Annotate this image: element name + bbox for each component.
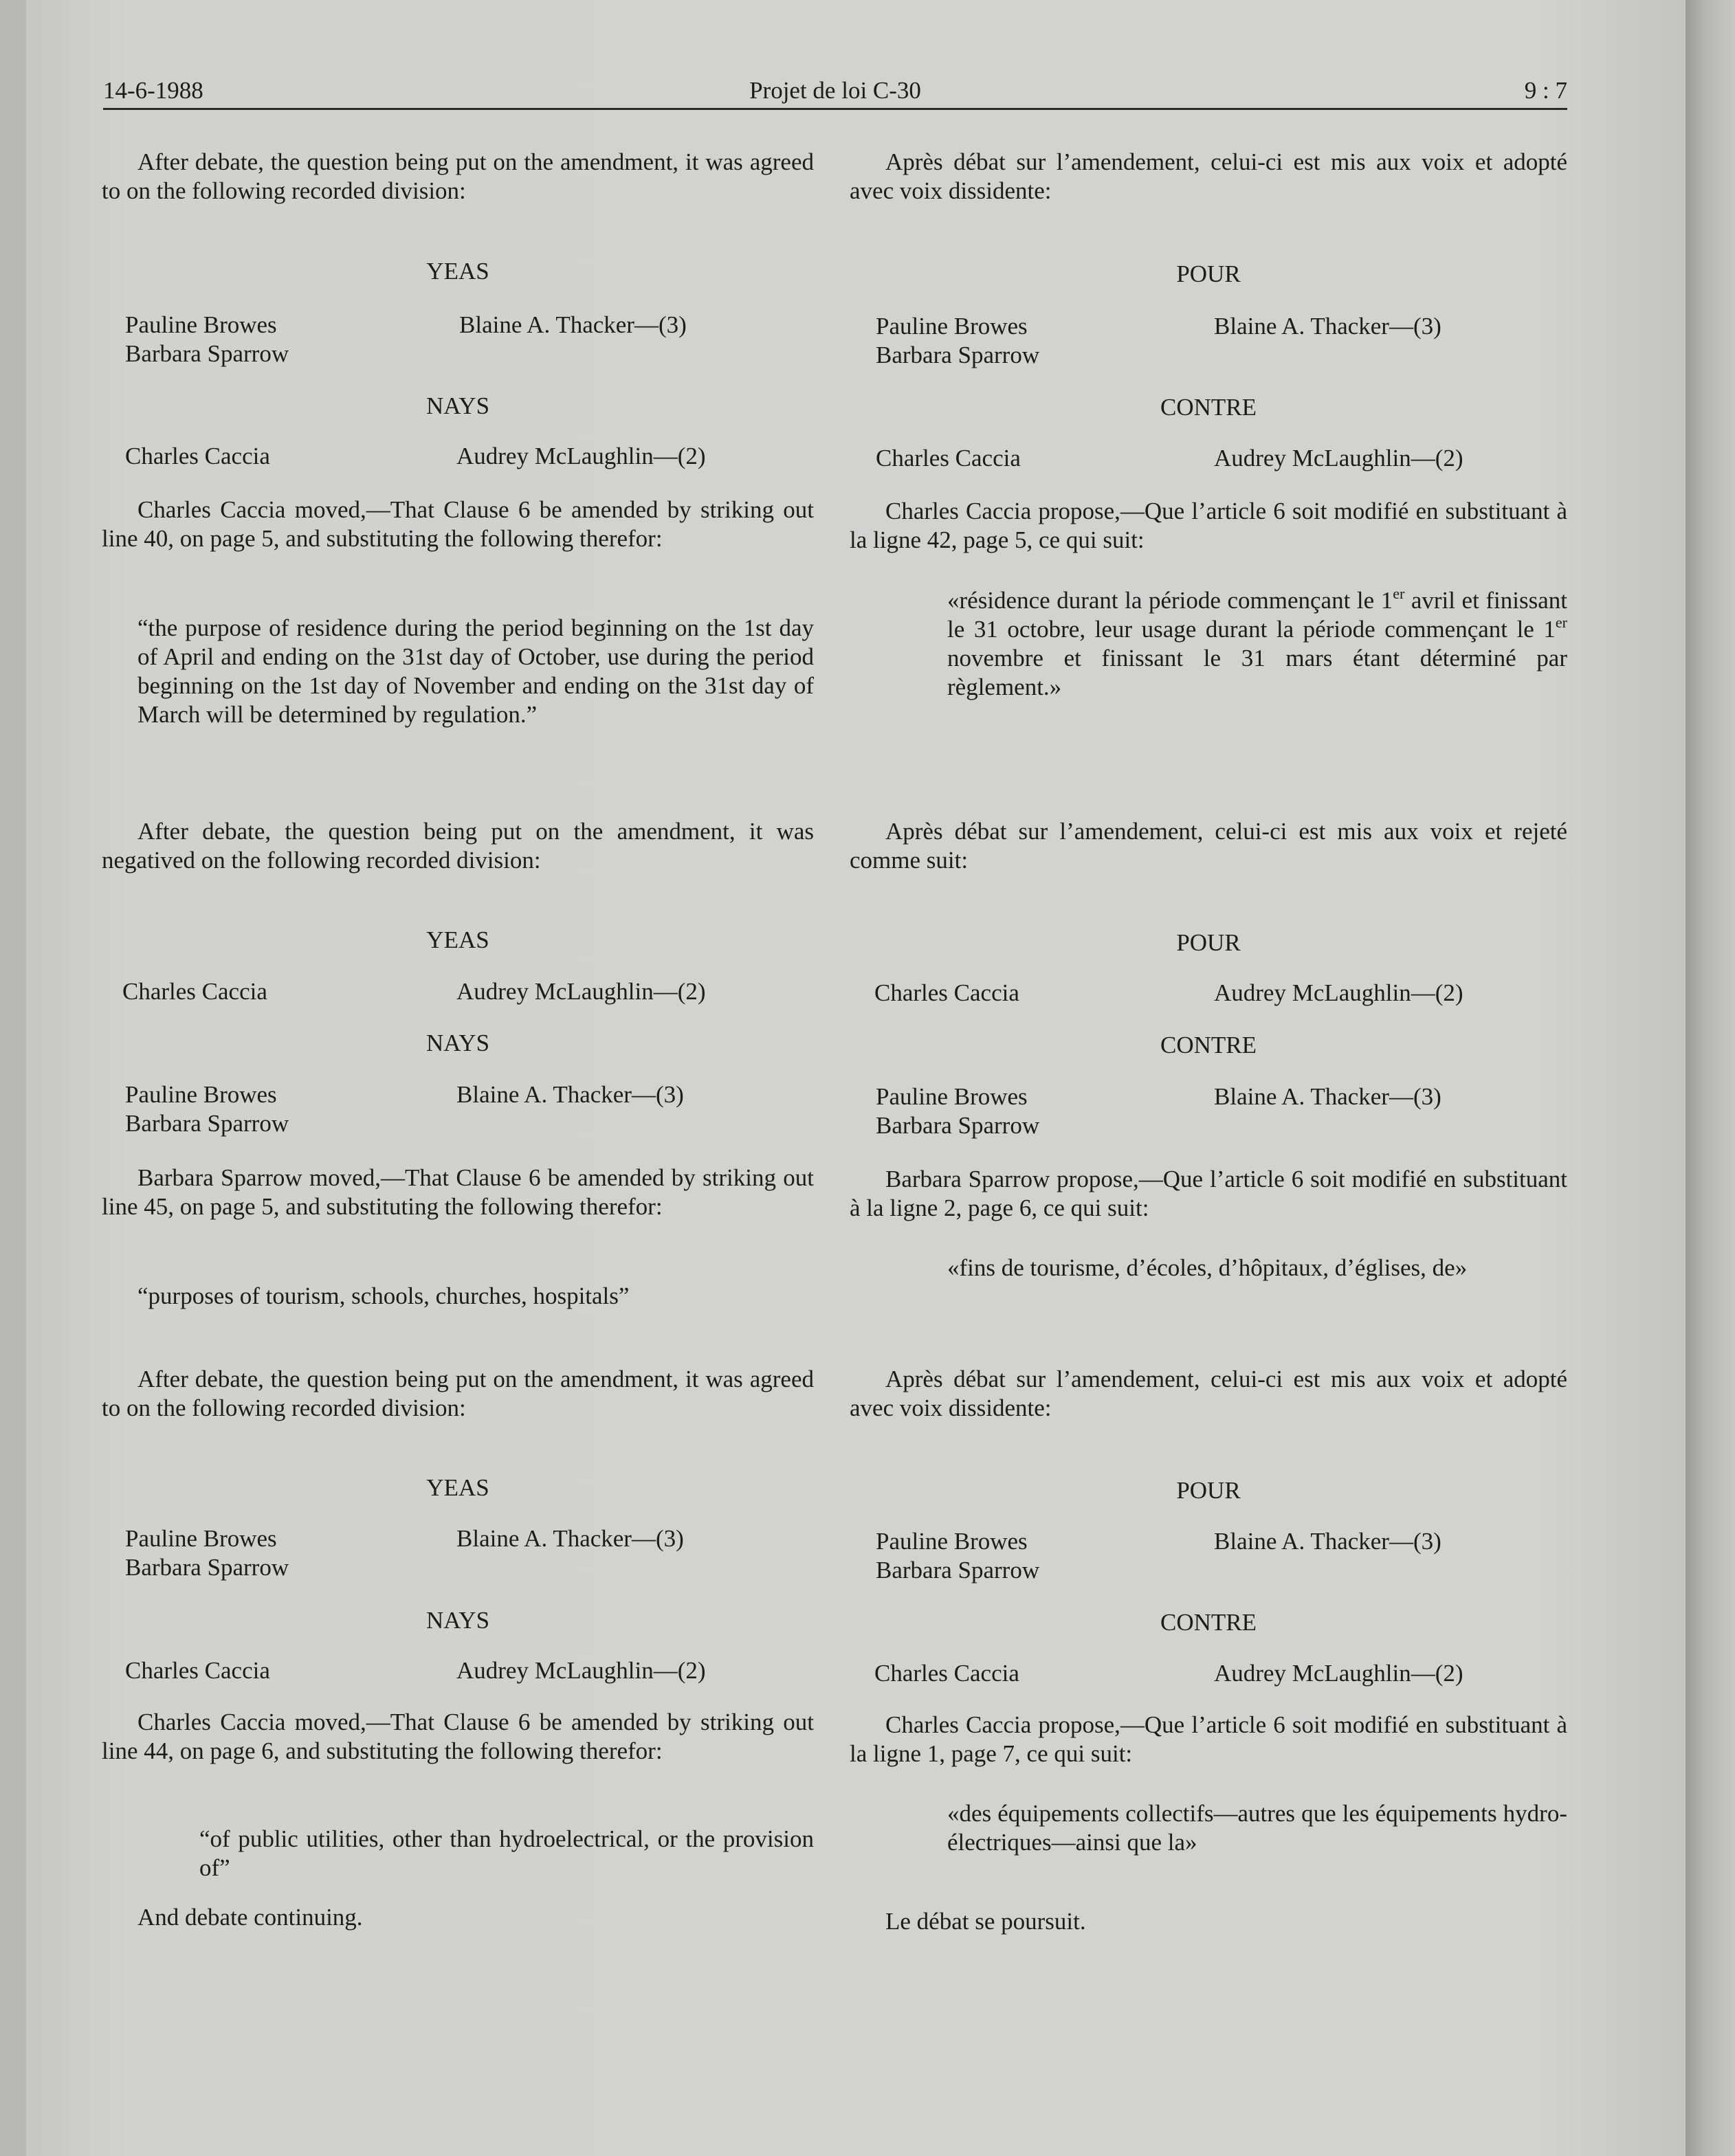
voter-name: Barbara Sparrow xyxy=(876,1112,1040,1139)
voter-name: Charles Caccia xyxy=(876,445,1021,471)
voter-name: Barbara Sparrow xyxy=(125,1554,289,1581)
en-nays-list-3 xyxy=(102,1656,814,1685)
fr-pour-list-3 xyxy=(850,1527,1567,1585)
en-motion-3: Barbara Sparrow moved,—That Clause 6 be amended by striking out line 45, on page 5, and substituting the following therefor: xyxy=(102,1164,814,1220)
fr-pour-list-1 xyxy=(850,312,1567,370)
fr-contre-heading-1: CONTRE xyxy=(1160,394,1257,421)
voter-name: Barbara Sparrow xyxy=(125,1110,289,1137)
fr-pour-heading-1: POUR xyxy=(1176,260,1241,287)
voter-name: Barbara Sparrow xyxy=(125,340,289,367)
en-quote-2: “the purpose of residence during the period beginning on the 1st day of April and ending on the 31st day of October, use during the period beginning on the 1st day of November and ending on the 31st day of March will be determined by regulation.” xyxy=(137,614,814,728)
fr-pour-heading-3: POUR xyxy=(1176,1477,1241,1504)
voter-name: Pauline Browes xyxy=(876,1528,1028,1555)
header-date: 14-6-1988 xyxy=(103,77,203,104)
voter-name: Audrey McLaughlin—(2) xyxy=(456,978,706,1005)
fr-contre-list-3 xyxy=(850,1659,1567,1688)
voter-name: Blaine A. Thacker—(3) xyxy=(456,1081,684,1108)
voter-name: Barbara Sparrow xyxy=(876,342,1040,368)
fr-quote-4: «des équipements collectifs—autres que les équipements hydro-électriques—ainsi que la» xyxy=(947,1800,1567,1856)
voter-name: Charles Caccia xyxy=(122,978,267,1005)
en-debate-3: After debate, the question being put on the amendment, it was agreed to on the following recorded division: xyxy=(102,1366,814,1421)
fr-motion-2: Charles Caccia propose,—Que l’article 6 soit modifié en substituant à la ligne 42, page 5, ce qui suit: xyxy=(850,498,1567,553)
en-motion-4: Charles Caccia moved,—That Clause 6 be amended by striking out line 44, on page 6, and substituting the following therefor: xyxy=(102,1709,814,1764)
en-closing-line: And debate continuing. xyxy=(137,1904,363,1931)
voter-name: Pauline Browes xyxy=(125,311,277,338)
header-rule xyxy=(103,108,1567,110)
voter-name: Barbara Sparrow xyxy=(876,1557,1040,1583)
fr-contre-heading-3: CONTRE xyxy=(1160,1609,1257,1636)
fr-motion-4: Charles Caccia propose,—Que l’article 6 soit modifié en substituant à la ligne 1, page 7, ce qui suit: xyxy=(850,1711,1567,1767)
fr-debate-1: Après débat sur l’amendement, celui-ci est mis aux voix et adopté avec voix dissidente: xyxy=(850,148,1567,204)
en-debate-2: After debate, the question being put on the amendment, it was negatived on the following recorded division: xyxy=(102,818,814,874)
voter-name: Pauline Browes xyxy=(125,1081,277,1108)
en-yeas-heading-1: YEAS xyxy=(426,258,489,285)
en-nays-list-2 xyxy=(102,1080,814,1138)
voter-name: Blaine A. Thacker—(3) xyxy=(456,1525,684,1552)
fr-quote-3: «fins de tourisme, d’écoles, d’hôpitaux, d’églises, de» xyxy=(947,1254,1468,1281)
header-title: Projet de loi C-30 xyxy=(749,77,921,104)
fr-pour-list-2 xyxy=(850,979,1567,1008)
voter-name: Audrey McLaughlin—(2) xyxy=(1214,979,1463,1006)
en-nays-list-1 xyxy=(102,442,814,471)
voter-name: Blaine A. Thacker—(3) xyxy=(1214,1528,1441,1555)
voter-name: Blaine A. Thacker—(3) xyxy=(459,311,687,338)
voter-name: Audrey McLaughlin—(2) xyxy=(1214,445,1463,471)
voter-name: Pauline Browes xyxy=(125,1525,277,1552)
voter-name: Charles Caccia xyxy=(874,1660,1019,1687)
en-yeas-heading-3: YEAS xyxy=(426,1474,489,1501)
en-motion-2: Charles Caccia moved,—That Clause 6 be amended by striking out line 40, on page 5, and substituting the following therefor: xyxy=(102,496,814,552)
voter-name: Blaine A. Thacker—(3) xyxy=(1214,1083,1441,1110)
en-nays-heading-2: NAYS xyxy=(426,1030,490,1056)
fr-contre-list-1 xyxy=(850,444,1567,473)
book-gutter xyxy=(1686,0,1735,2156)
fr-motion-3: Barbara Sparrow propose,—Que l’article 6 soit modifié en substituant à la ligne 2, page 6, ce qui suit: xyxy=(850,1166,1567,1221)
voter-name: Audrey McLaughlin—(2) xyxy=(1214,1660,1463,1687)
voter-name: Blaine A. Thacker—(3) xyxy=(1214,313,1441,340)
fr-closing-line: Le débat se poursuit. xyxy=(885,1908,1086,1935)
fr-quote-2: «résidence durant la période commençant le 1er avril et finissant le 31 octobre, leur usage durant la période commençant le 1er novembre et finissant le 31 mars étant déterminé par règlement.» xyxy=(947,585,1567,700)
en-yeas-list-2 xyxy=(102,977,814,1006)
voter-name: Charles Caccia xyxy=(874,979,1019,1006)
en-yeas-heading-2: YEAS xyxy=(426,926,489,953)
en-division-1 xyxy=(102,257,814,286)
en-debate-1: After debate, the question being put on the amendment, it was agreed to on the following recorded division: xyxy=(102,148,814,204)
en-quote-4: “of public utilities, other than hydroelectrical, or the provision of” xyxy=(199,1825,814,1881)
fr-pour-heading-2: POUR xyxy=(1176,929,1241,956)
en-quote-3: “purposes of tourism, schools, churches, hospitals” xyxy=(137,1282,630,1309)
en-yeas-list-1 xyxy=(102,311,814,368)
fr-contre-heading-2: CONTRE xyxy=(1160,1032,1257,1058)
fr-debate-3: Après débat sur l’amendement, celui-ci est mis aux voix et adopté avec voix dissidente: xyxy=(850,1366,1567,1421)
voter-name: Charles Caccia xyxy=(125,443,270,469)
voter-name: Pauline Browes xyxy=(876,313,1028,340)
voter-name: Audrey McLaughlin—(2) xyxy=(456,443,706,469)
en-nays-heading-1: NAYS xyxy=(426,392,490,419)
page-header xyxy=(103,77,1567,111)
fr-contre-list-2 xyxy=(850,1082,1567,1140)
voter-name: Audrey McLaughlin—(2) xyxy=(456,1657,706,1684)
header-page-number: 9 : 7 xyxy=(1524,77,1567,104)
en-nays-heading-3: NAYS xyxy=(426,1607,490,1634)
voter-name: Pauline Browes xyxy=(876,1083,1028,1110)
voter-name: Charles Caccia xyxy=(125,1657,270,1684)
fr-debate-2: Après débat sur l’amendement, celui-ci est mis aux voix et rejeté comme suit: xyxy=(850,818,1567,874)
en-yeas-list-3 xyxy=(102,1524,814,1582)
